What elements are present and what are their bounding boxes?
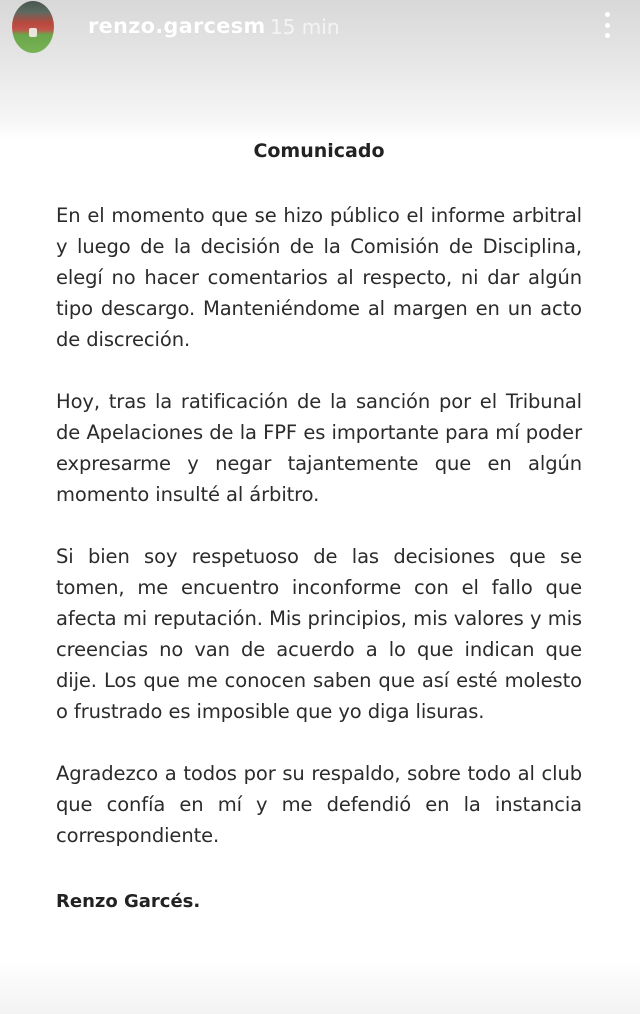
username-link[interactable]: renzo.garcesm	[88, 14, 266, 38]
paragraph: Agradezco a todos por su respaldo, sobre todo al club que confía en mí y me defendió en la instancia correspondiente.	[56, 762, 582, 847]
post-time: 15 min	[270, 15, 340, 39]
more-vertical-icon	[605, 23, 610, 28]
more-vertical-icon	[605, 12, 610, 17]
profile-avatar[interactable]	[12, 1, 54, 53]
more-vertical-icon	[605, 33, 610, 38]
paragraph: En el momento que se hizo público el informe arbitral y luego de la decisión de la Comisión de Disciplina, elegí no hacer comentarios al respecto, ni dar algún tipo descargo. Manteniéndome al margen en un acto de discreción.	[56, 204, 582, 351]
paragraph: Hoy, tras la ratificación de la sanción por el Tribunal de Apelaciones de la FPF es importante para mí poder expresarme y negar tajantemente que en algún momento insulté al árbitro.	[56, 390, 582, 506]
paragraph: Si bien soy respetuoso de las decisiones que se tomen, me encuentro inconforme con el fallo que afecta mi reputación. Mis principios, mis valores y mis creencias no van de acuerdo a lo que indican que dije. Los que me conocen saben que así esté molesto o frustrado es imposible que yo diga lisuras.	[56, 545, 582, 723]
document-title: Comunicado	[253, 140, 385, 162]
statement-document	[56, 130, 582, 912]
avatar-photo-detail	[29, 28, 37, 37]
story-header	[0, 0, 640, 56]
signature: Renzo Garcés.	[56, 891, 201, 912]
more-options-button[interactable]	[596, 8, 618, 42]
